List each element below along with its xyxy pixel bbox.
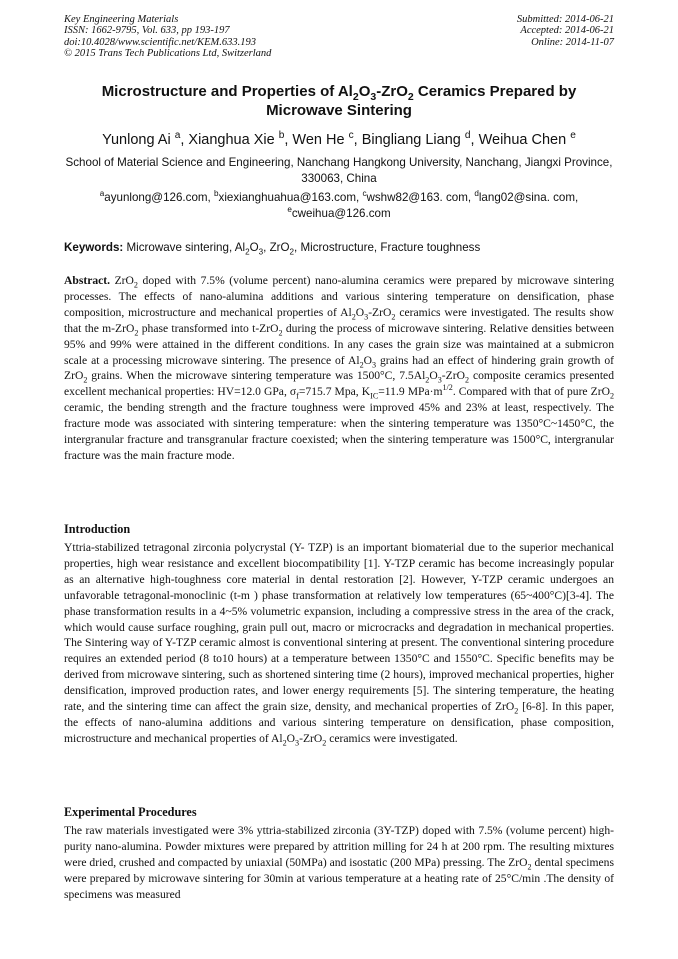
introduction-heading: Introduction	[64, 522, 131, 536]
author: Yunlong Ai $^a$	[102, 130, 181, 148]
email-link[interactable]: $^d$lang02@sina. com,	[474, 189, 579, 204]
author: Weihua Chen $^e$	[478, 130, 576, 148]
author: Wen He $^c$	[292, 130, 354, 148]
keywords-label: Keywords:	[64, 241, 124, 254]
issn-line: ISSN: 1662-9795, Vol. 633, pp 193-197	[64, 25, 230, 37]
abstract-label: Abstract.	[64, 274, 111, 287]
introduction-text: Yttria-stabilized tetragonal zirconia polycrystal (Y- TZP) is an important biomaterial due to the superior mechanical properties, high wear resistance and excellent biocompatibility [1]. Y-TZP ceramic has become increasingly popular as an alternative high-toughness core material in dental restoration [2]. However, Y-TZP ceramic undergoes an unfavorable tetragonal-monoclinic (t-m ) phase transformation at relatively low temperatures (65~400°C)[3-4]. The phase transformation results in a 4~5% volumetric expansion, including a compressive stress in the area of the crack, which would cause surface roughing, grain pull out, macro or microcracks and degradation in mechanical properties. The Sintering way of Y-TZP ceramic almost is conventional sintering at present. The conventional sintering procedure requires an extended period (8 to10 hours) at a temperature between 1350°C and 1550°C. Specific benefits may be derived from microwave sintering, such as shortened sintering time (2 hours), improved mechanical properties, higher densification, improved production rates, and lower energy requirements [5]. The sintering temperature, the heating rate, and the sintering time can affect the grain size, density, and mechanical properties of ZrO$_2$ [6-8]. In this paper, the effects of nano-alumina additions and various sintering temperature on densification, phase composition, microstructure and mechanical properties of $Al_2O_3-ZrO_2$ ceramics were investigated.	[64, 541, 614, 748]
email-link[interactable]: $^c$wshw82@163. com,	[362, 189, 472, 204]
author-emails	[64, 190, 614, 221]
journal-header	[64, 14, 614, 66]
abstract: Abstract. ZrO$_2$ doped with 7.5% (volume percent) nano-alumina ceramics were prepared by microwave sintering processes. The effects of nano-alumina additions and various sintering temperature on densification, phase composition, microstructure and mechanical properties of $Al_2O_3-ZrO_2$ ceramics were investigated. The results show that the m-ZrO$_2$ phase transformed into t-ZrO$_2$ during the process of microwave sintering. Relative densities between 95% and 99% were attained in the different conditions. In any cases the grain size was maintained at a submicron scale at a processing microwave sintering. The presence of $Al_2O_3$ grains had an effect of hindering grain growth of ZrO$_2$ grains. When the microwave sintering temperature was 1500°C, $7.5Al_2O_3-ZrO_2$ composite ceramics presented excellent mechanical properties: HV=12.0 GPa, $\sigma_f=715.7$ Mpa, $K_{IC}=11.9$ $MPa\cdot m^{1/2}$. Compared with that of pure ZrO$_2$ ceramic, the bending strength and the fracture toughness were improved 45% and 23% at least, respectively. The fracture mode was associated with sintering temperature: when the sintering temperature was 1350°C~1450°C, the intergranular fracture and transgranular fracture coexisted; when the sintering temperature was 1500°C, intergranular fracture was the main fracture mode.	[64, 274, 615, 462]
submitted-date: Submitted: 2014-06-21	[516, 14, 614, 25]
doi-line: doi:10.4028/www.scientific.net/KEM.633.193	[64, 36, 256, 48]
experimental-heading: Experimental Procedures	[64, 805, 197, 819]
author: Bingliang Liang $^d$	[361, 130, 471, 148]
accepted-date: Accepted: 2014-06-21	[520, 25, 614, 37]
online-date: Online: 2014-11-07	[531, 36, 614, 48]
paper-title: Microstructure and Properties of $Al_2O_3-ZrO_2$ Ceramics Prepared by Microwave Sintering	[101, 83, 577, 119]
experimental-text: The raw materials investigated were 3% yttria-stabilized zirconia (3Y-TZP) doped with 7.5% (volume percent) high-purity nano-alumina. Powder mixtures were prepared by attrition milling for 24 h at 200 rpm. The resulting mixtures were dried, crushed and compacted by uniaxial (50MPa) and isostatic (200 MPa) pressing. The ZrO$_2$ dental specimens were prepared by microwave sintering for 30min at various temperature at a heating rate of 25°C/min .The density of specimens was measured	[64, 824, 614, 901]
keywords: Keywords: Microwave sintering, $Al_2O_3$, ZrO$_2$, Microstructure, Fracture toughness	[64, 241, 481, 257]
email-link[interactable]: $^a$ayunlong@126.com,	[99, 189, 211, 204]
author: Xianghua Xie $^b$	[188, 130, 285, 148]
author-list: Yunlong Ai $^a$, Xianghua Xie $^b$, Wen He $^c$, Bingliang Liang $^d$, Weihua Chen $^e$	[102, 130, 576, 148]
journal-name: Key Engineering Materials	[64, 14, 179, 25]
copyright-line: © 2015 Trans Tech Publications Ltd, Switzerland	[64, 48, 272, 60]
publication-dates	[517, 14, 614, 48]
email-link[interactable]: $^e$cweihua@126.com	[287, 204, 391, 220]
publication-info	[64, 14, 271, 60]
affiliation: School of Material Science and Engineering, Nanchang Hangkong University, Nanchang, Jiangxi Province, 330063, China	[65, 156, 613, 185]
email-link[interactable]: $^b$xiexianghuahua@163.com,	[214, 189, 360, 204]
